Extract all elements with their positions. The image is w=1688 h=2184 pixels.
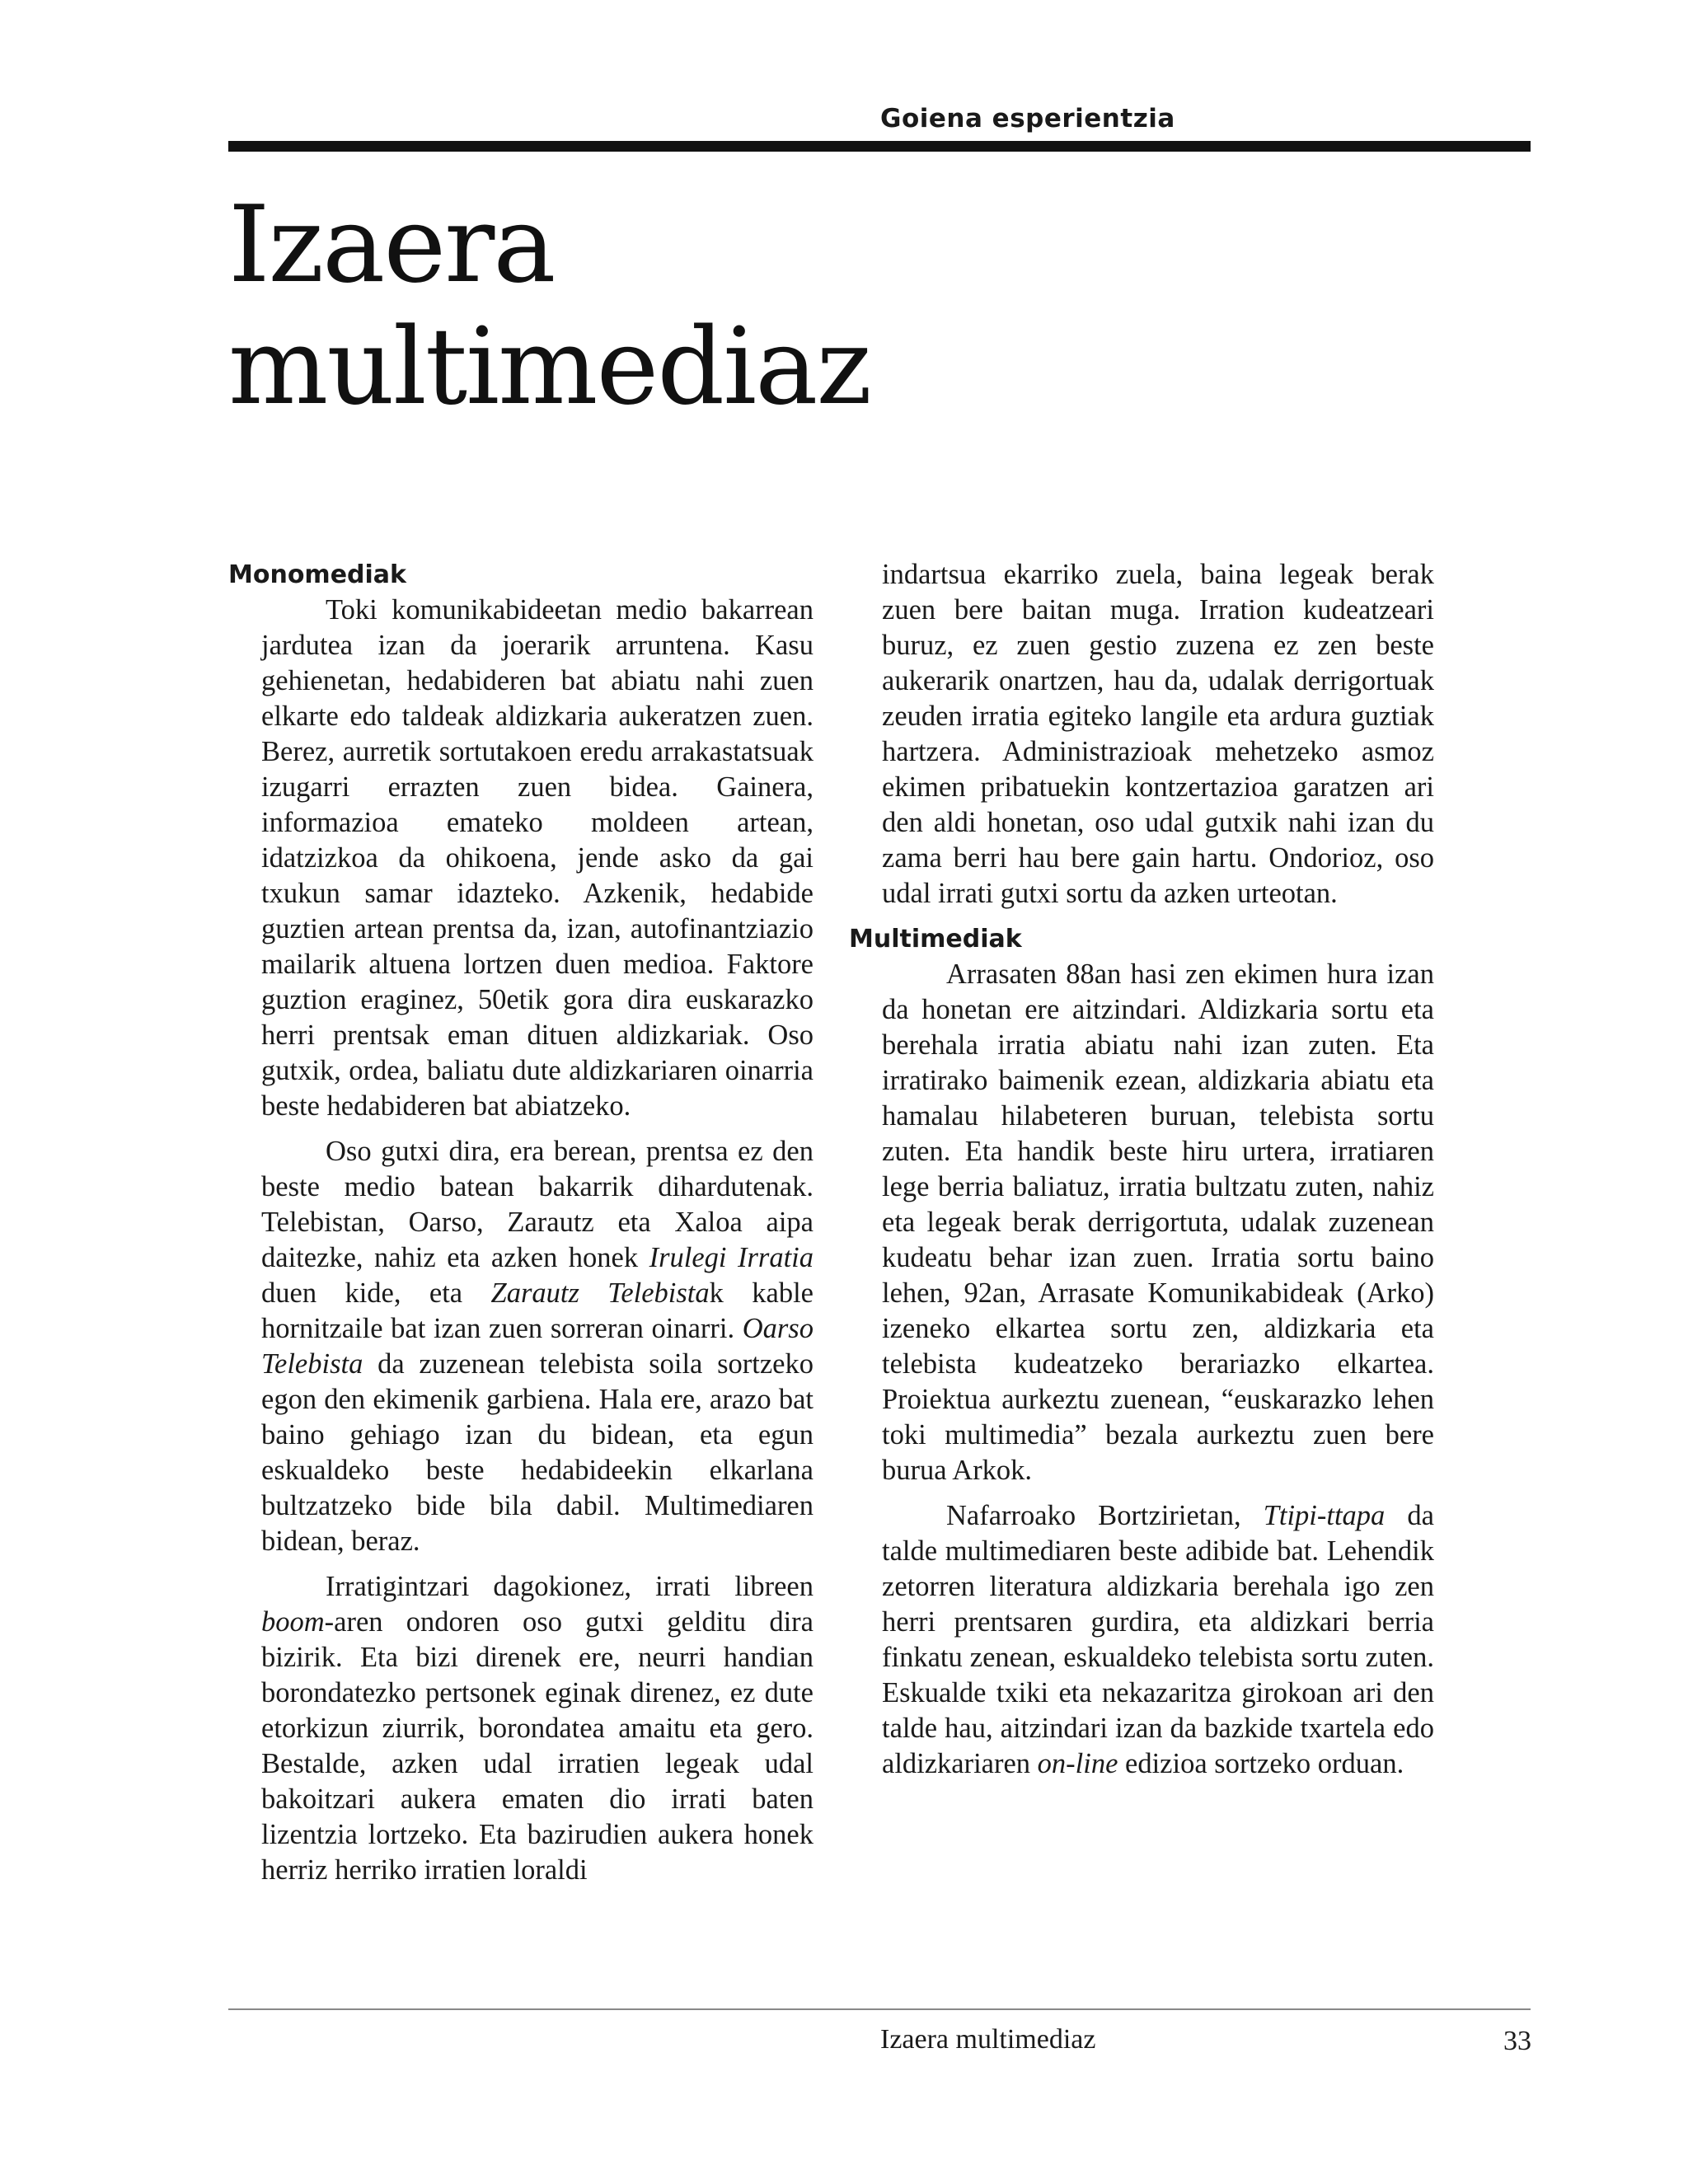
italic-title: Zarautz Telebista <box>490 1277 710 1309</box>
paragraph-text: k kable hornitzaile bat izan zuen sorreran oinarri. <box>261 1277 814 1344</box>
paragraph-continued: indartsua ekarriko zuela, baina legeak berak zuen bere baitan muga. Irration kudeatzeari buruz, ez zuen gestio zuzena ez zen beste aukerarik onartzen, hau da, udalak derrigortuak zeuden irratia egiteko langile eta ardura guztiak hartzera. Administrazioak mehetzeko asmoz ekimen pribatuekin kontzertazioa garatzen ari den aldi honetan, oso udal gutxik nahi izan du zama berri hau bere gain hartu. Ondorioz, oso udal irrati gutxi sortu da azken urteotan. <box>882 559 1434 909</box>
article-title <box>228 185 1217 429</box>
italic-title: Ttipi-ttapa <box>1263 1500 1386 1531</box>
italic-title: Irulegi Irratia <box>649 1242 814 1273</box>
left-column <box>228 557 814 1898</box>
running-head: Goiena esperientzia <box>880 104 1175 134</box>
paragraph-text: da zuzenean telebista soila sortzeko egon den ekimenik garbiena. Hala ere, arazo bat baino gehiago izan du bidean, eta egun eskualdeko beste hedabideekin elkarlana bultzatzeko bide bila dabil. Multimediaren bidean, beraz. <box>261 1348 814 1557</box>
footer-title: Izaera multimediaz <box>880 2024 1096 2055</box>
paragraph: Arrasaten 88an hasi zen ekimen hura izan da honetan ere aitzindari. Aldizkaria sortu eta berehala irratia abiatu nahi izan zuten. Eta irratirako baimenik ezean, aldizkaria abiatu eta hamalau hilabeteren buruan, telebista sortu zuten. Eta handik beste hiru urtera, irratiaren lege berria baliatuz, irratia bultzatu zuten, nahiz eta legeak berak derrigortuta, udalak zuzenean kudeatu behar izan zuen. Irratia sortu baino lehen, 92an, Arrasate Komunikabideak (Arko) izeneko elkartea sortu zen, aldizkaria eta telebista kudeatzeko berariazko elkartea. Proiektua aurkeztu zuenean, “euskarazko lehen toki multimedia” bezala aurkeztu zuen bere burua Arkok. <box>882 958 1434 1486</box>
italic-term: boom <box>261 1606 325 1638</box>
top-rule <box>228 141 1531 152</box>
paragraph-text: -aren ondoren oso gutxi gelditu dira bizirik. Eta bizi direnek ere, neurri handian borondatezko pertsonek eginak direnez, ez dute etorkizun ziurrik, borondatea amaitu eta gero. Bestalde, azken udal irratien legeak udal bakoitzari aukera ematen dio irrati baten lizentzia lortzeko. Eta bazirudien aukera honek herriz herriko irratien loraldi <box>261 1606 814 1886</box>
section-heading-monomediak: Monomediak <box>228 560 406 589</box>
paragraph <box>882 1498 1434 1782</box>
right-column <box>849 557 1434 1792</box>
section-heading-multimediak: Multimediak <box>849 925 1022 954</box>
paragraph-text: edizioa sortzeko orduan. <box>1118 1748 1404 1779</box>
paragraph: Toki komunikabideetan medio bakarrean jardutea izan da joerarik arruntena. Kasu gehienetan, hedabideren bat abiatu nahi zuen elkarte edo taldeak aldizkaria aukeratzen zuen. Berez, aurretik sortutakoen eredu arrakastatsuak izugarri errazten zuen bidea. Gainera, informazioa emateko moldeen artean, idatzizkoa da ohikoena, jende asko da gai txukun samar idazteko. Azkenik, hedabide guztien artean prentsa da, izan, autofinantziazio mailarik altuena lortzen duen medioa. Faktore guztion eraginez, 50etik gora dira euskarazko herri prentsak eman dituen aldizkariak. Oso gutxik, ordea, baliatu dute aldizkariaren oinarria beste hedabideren bat abiatzeko. <box>261 594 814 1122</box>
paragraph-text: duen kide, eta <box>261 1277 491 1309</box>
paragraph <box>261 1134 814 1559</box>
paragraph-text: Irratigintzari dagokionez, irrati libreen <box>326 1571 814 1602</box>
italic-term: on-line <box>1037 1748 1118 1779</box>
title-line-1: Izaera <box>228 184 555 307</box>
paragraph-text: da talde multimediaren beste adibide bat. Lehendik zetorren literatura aldizkaria berehala igo zen herri prentsaren gurdira, eta aldizkari berria finkatu zenean, eskualdeko telebista sortu zuten. Eskualde txiki eta nekazaritza girokoan ari den talde hau, aitzindari izan da bazkide txartela edo aldizkariaren <box>882 1500 1434 1779</box>
title-line-2: multimediaz <box>228 306 870 429</box>
paragraph-text: Nafarroako Bortzirietan, <box>946 1500 1264 1531</box>
page-number: 33 <box>1503 2026 1531 2056</box>
paragraph <box>261 1569 814 1888</box>
footer-rule <box>228 2008 1531 2010</box>
italic-title: Oarso Telebista <box>261 1313 814 1380</box>
paragraph-text: Oso gutxi dira, era berean, prentsa ez den beste medio batean bakarrik dihardutenak. Telebistan, Oarso, Zarautz eta Xaloa aipa daitezke, nahiz eta azken honek <box>261 1136 814 1273</box>
